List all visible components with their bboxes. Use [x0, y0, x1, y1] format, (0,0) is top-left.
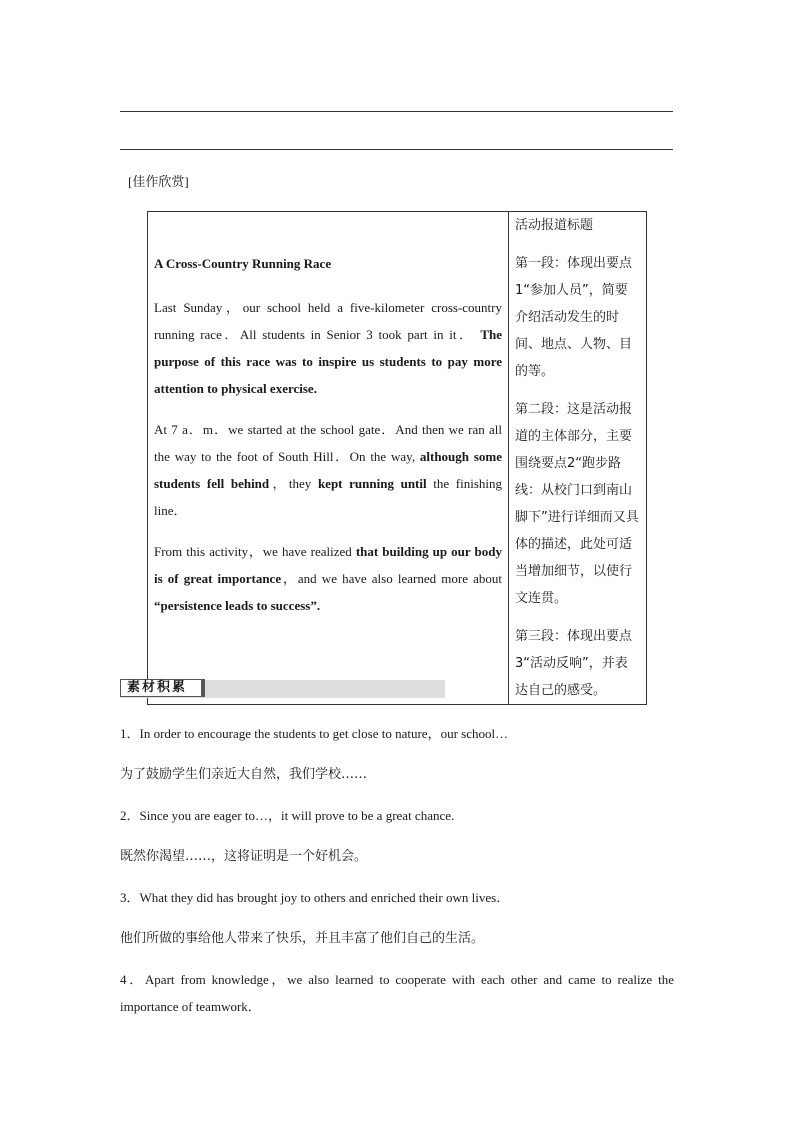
list-item-en: 4．Apart from knowledge，we also learned to cooperate with each other and came to realize the importance of teamwork．	[120, 972, 674, 1014]
essay-p1-text: Last Sunday，our school held a five-kilometer cross-country running race．All students in Senior 3 took part in it．	[154, 300, 502, 342]
essay-p3-highlight-1: that building up our body is of great importance	[154, 544, 502, 586]
note-paragraph-2: 第二段：这是活动报道的主体部分，主要围绕要点2“跑步路线：从校门口到南山脚下”进行详细而又具体的描述，此处可适当增加细节，以使行文连贯。	[515, 402, 639, 606]
section-tag: 素材积累	[120, 679, 205, 697]
essay-p2-text-2: ，they	[269, 476, 318, 491]
essay-p3-highlight-2: “persistence leads to success”.	[154, 598, 321, 613]
essay-paragraph-3	[154, 538, 502, 619]
essay-p3-text-2: ，and we have also learned more about	[281, 571, 502, 586]
essay-p2-highlight-1: although some students fell behind	[154, 449, 502, 491]
blank-answer-line-1	[120, 111, 673, 112]
note-paragraph-1: 第一段：体现出要点1“参加人员”，简要介绍活动发生的时间、地点、人物、目的等。	[515, 256, 633, 379]
essay-p1-highlight: The purpose of this race was to inspire us students to pay more attention to physical exercise.	[154, 327, 503, 396]
section-label: [佳作欣赏]	[128, 174, 189, 189]
essay-p2-highlight-2: kept running until	[317, 476, 427, 491]
list-item-cn: 他们所做的事给他人带来了快乐，并且丰富了他们自己的生活。	[120, 931, 485, 946]
notes-cell	[509, 212, 647, 705]
essay-paragraph-1	[154, 294, 502, 402]
blank-answer-line-2	[120, 149, 673, 150]
essay-p3-text: From this activity，we have realized	[154, 544, 356, 559]
essay-cell	[148, 212, 509, 705]
list-item-en: 1．In order to encourage the students to get close to nature，our school…	[120, 726, 509, 741]
list-item-cn: 为了鼓励学生们亲近大自然，我们学校……	[120, 767, 368, 782]
note-paragraph-3: 第三段：体现出要点3“活动反响”，并表达自己的感受。	[515, 629, 633, 698]
list-item-cn: 既然你渴望……，这将证明是一个好机会。	[120, 849, 368, 864]
notes-title: 活动报道标题	[515, 218, 594, 233]
essay-p2-text: At 7 a．m．we started at the school gate．And then we ran all the way to the foot of South Hill．On the way,	[154, 422, 502, 464]
essay-p2-text-3: the finishing line．	[154, 476, 502, 518]
list-item-en: 3．What they did has brought joy to others and enriched their own lives．	[120, 890, 510, 905]
essay-paragraph-2	[154, 416, 502, 524]
list-item-en: 2．Since you are eager to…，it will prove to be a great chance.	[120, 808, 455, 823]
material-list	[120, 720, 674, 1020]
sample-essay-table	[147, 211, 647, 705]
essay-title: A Cross-Country Running Race	[154, 256, 332, 271]
